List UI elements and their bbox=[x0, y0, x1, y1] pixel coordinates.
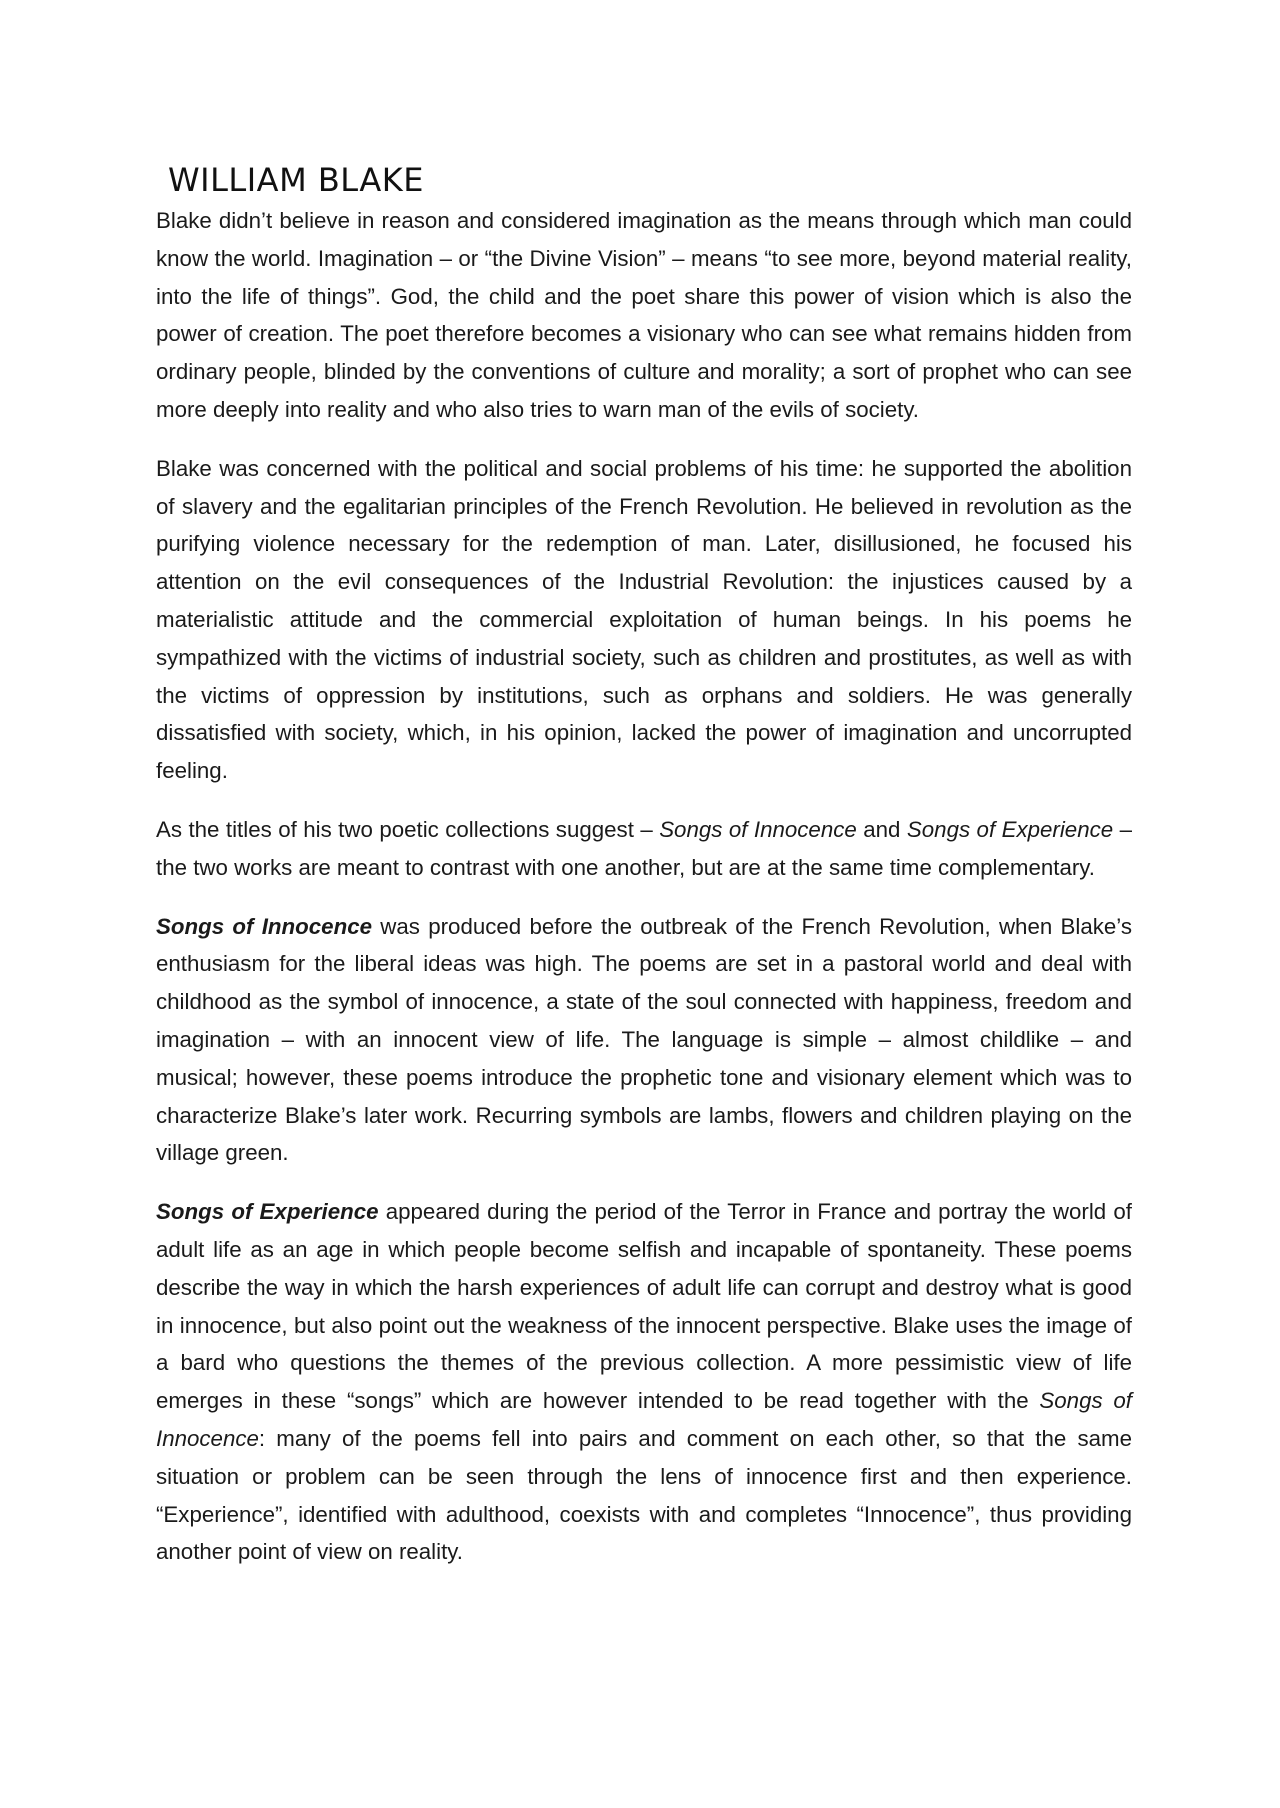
paragraph-3 bbox=[156, 811, 1132, 887]
document-title: WILLIAM BLAKE bbox=[168, 161, 424, 199]
paragraph-3-text-1: As the titles of his two poetic collections suggest – bbox=[156, 816, 660, 842]
paragraph-5-text-1: appeared during the period of the Terror in France and portray the world of adult life as an age in which people become selfish and incapable of spontaneity. These poems describe the way in which the harsh experiences of adult life can corrupt and destroy what is good in innocence, but also point out the weakness of the innocent perspective. Blake uses the image of a bard who questions the themes of the previous collection. A more pessimistic view of life emerges in these “songs” which are however intended to be read together with the bbox=[156, 1199, 1132, 1414]
paragraph-2: Blake was concerned with the political and social problems of his time: he supported the abolition of slavery and the egalitarian principles of the French Revolution. He believed in revolution as the purifying violence necessary for the redemption of man. Later, disillusioned, he focused his attention on the evil consequences of the Industrial Revolution: the injustices caused by a materialistic attitude and the commercial exploitation of human beings. In his poems he sympathized with the victims of industrial society, such as children and prostitutes, as well as with the victims of oppression by institutions, such as orphans and soldiers. He was generally dissatisfied with society, which, in his opinion, lacked the power of imagination and uncorrupted feeling. bbox=[156, 455, 1132, 784]
paragraph-4 bbox=[156, 908, 1132, 1173]
paragraph-3-text-2: and bbox=[856, 816, 907, 842]
heading-songs-of-innocence: Songs of Innocence bbox=[156, 913, 373, 939]
title-songs-of-innocence-ref: Songs of Innocence bbox=[156, 1388, 1132, 1451]
title-songs-of-experience: Songs of Experience bbox=[906, 816, 1114, 842]
paragraph-5-text-2: : many of the poems fell into pairs and comment on each other, so that the same situation or problem can be seen through the lens of innocence first and then experience. “Experience”, identified with adulthood, coexists with and completes “Innocence”, thus providing another point of view on reality. bbox=[156, 1425, 1132, 1565]
paragraph-4-text: was produced before the outbreak of the French Revolution, when Blake’s enthusiasm for the liberal ideas was high. The poems are set in a pastoral world and deal with childhood as the symbol of innocence, a state of the soul connected with happiness, freedom and imagination – with an innocent view of life. The language is simple – almost childlike – and musical; however, these poems introduce the prophetic tone and visionary element which was to characterize Blake’s later work. Recurring symbols are lambs, flowers and children playing on the village green. bbox=[156, 913, 1132, 1166]
paragraph-3-text-3: – the two works are meant to contrast with one another, but are at the same time complementary. bbox=[156, 816, 1132, 880]
paragraph-5 bbox=[156, 1193, 1132, 1571]
document-page bbox=[156, 158, 1132, 1592]
paragraph-1: Blake didn’t believe in reason and considered imagination as the means through which man could know the world. Imagination – or “the Divine Vision” – means “to see more, beyond material reality, into the life of things”. God, the child and the poet share this power of vision which is also the power of creation. The poet therefore becomes a visionary who can see what remains hidden from ordinary people, blinded by the conventions of culture and morality; a sort of prophet who can see more deeply into reality and who also tries to warn man of the evils of society. bbox=[156, 208, 1132, 422]
heading-songs-of-experience: Songs of Experience bbox=[156, 1199, 379, 1225]
title-songs-of-innocence: Songs of Innocence bbox=[659, 816, 857, 842]
